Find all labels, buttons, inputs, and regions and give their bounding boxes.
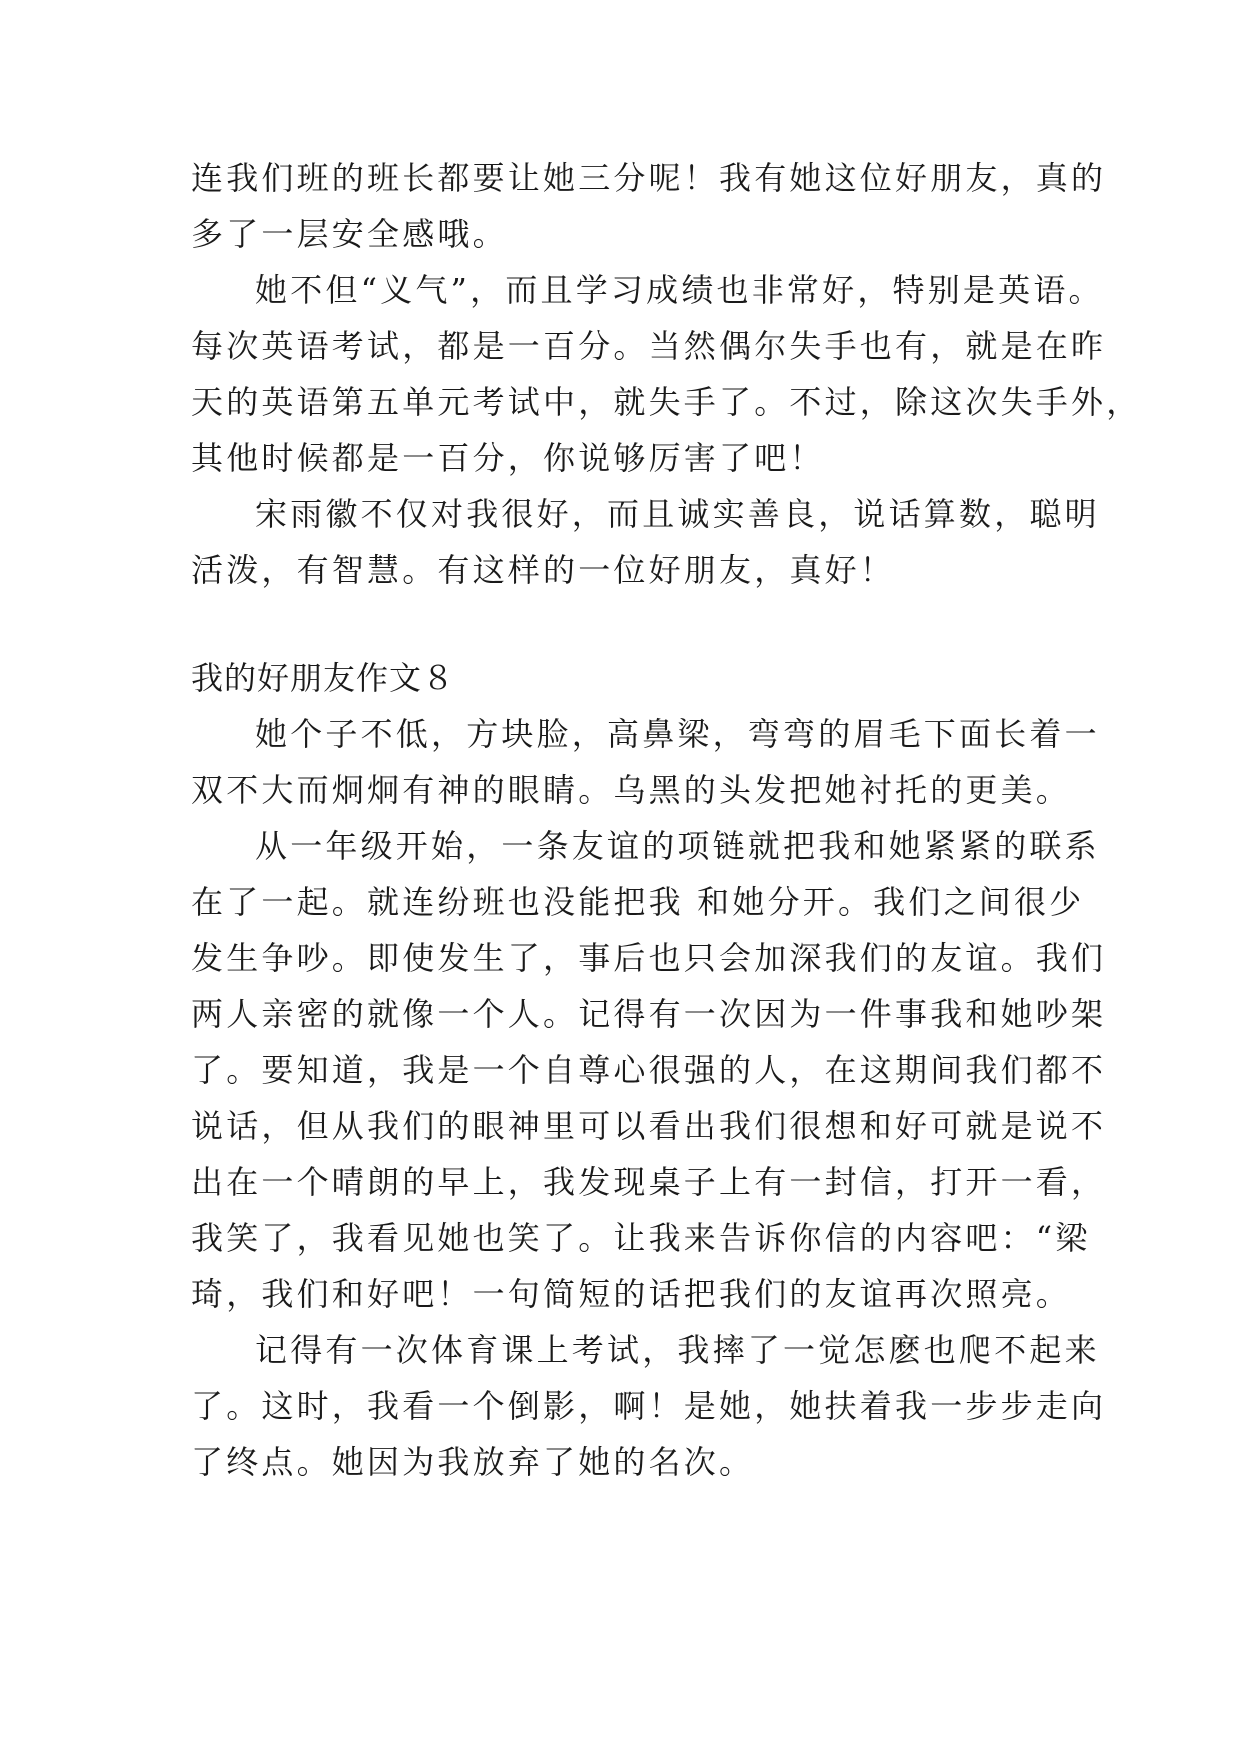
text-line: 宋雨徽不仅对我很好，而且诚实善良，说话算数，聪明 [255, 495, 1100, 533]
text-line: 多了一层安全感哦。 [191, 215, 508, 253]
text-line: 发生争吵。即使发生了，事后也只会加深我们的友谊。我们 [191, 939, 1107, 977]
text-line: 连我们班的班长都要让她三分呢！我有她这位好朋友，真的 [191, 159, 1107, 197]
text-line: 出在一个晴朗的早上，我发现桌子上有一封信，打开一看， [191, 1163, 1107, 1201]
text-line: 其他时候都是一百分，你说够厉害了吧！ [191, 439, 825, 477]
text-line: 了。要知道，我是一个自尊心很强的人，在这期间我们都不 [191, 1051, 1107, 1089]
text-line: 活泼，有智慧。有这样的一位好朋友，真好！ [191, 551, 896, 589]
text-line: 琦，我们和好吧！一句简短的话把我们的友谊再次照亮。 [191, 1275, 1072, 1313]
text-line: 两人亲密的就像一个人。记得有一次因为一件事我和她吵架 [191, 995, 1107, 1033]
text-line: 说话，但从我们的眼神里可以看出我们很想和好可就是说不 [191, 1107, 1107, 1145]
text-line: 从一年级开始，一条友谊的项链就把我和她紧紧的联系 [255, 827, 1100, 865]
text-line: 了。这时，我看一个倒影，啊！是她，她扶着我一步步走向 [191, 1387, 1107, 1425]
text-line: 在了一起。就连纷班也没能把我 和她分开。我们之间很少 [191, 883, 1085, 921]
text-line: 了终点。她因为我放弃了她的名次。 [191, 1443, 755, 1481]
text-line: 每次英语考试，都是一百分。当然偶尔失手也有，就是在昨 [191, 327, 1107, 365]
text-line: 我笑了，我看见她也笑了。让我来告诉你信的内容吧：“梁 [191, 1219, 1091, 1257]
section-title: 我的好朋友作文８ [191, 659, 456, 697]
text-line: 她不但“义气”，而且学习成绩也非常好，特别是英语。 [255, 271, 1104, 309]
text-line: 她个子不低，方块脸，高鼻梁，弯弯的眉毛下面长着一 [255, 715, 1100, 753]
text-line: 记得有一次体育课上考试，我摔了一觉怎麽也爬不起来 [255, 1331, 1100, 1369]
text-line: 天的英语第五单元考试中，就失手了。不过，除这次失手外， [191, 383, 1142, 421]
text-line: 双不大而炯炯有神的眼睛。乌黑的头发把她衬托的更美。 [191, 771, 1072, 809]
